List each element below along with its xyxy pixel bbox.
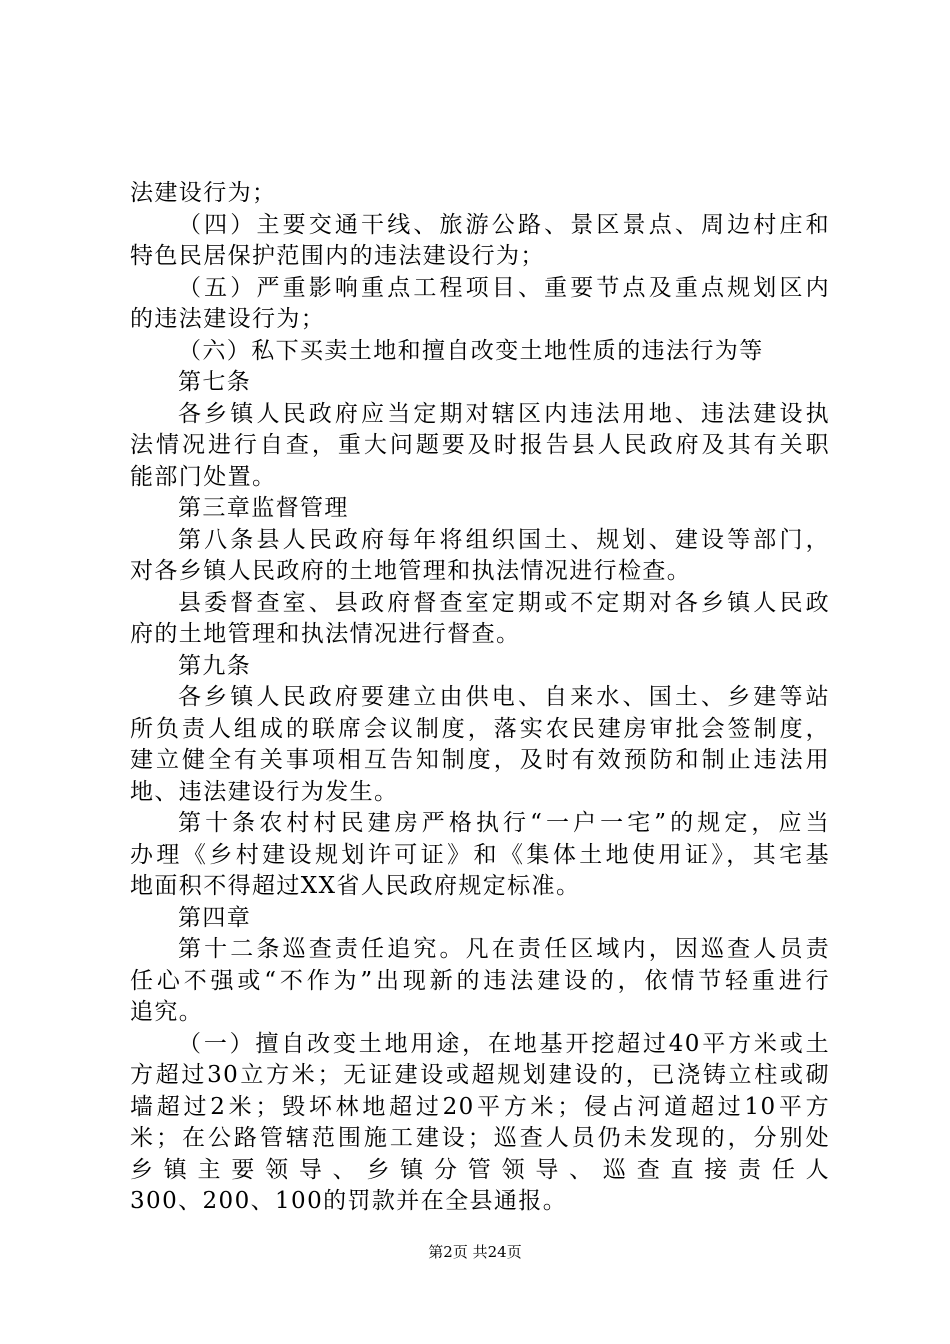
text-line: 第三章监督管理 xyxy=(178,495,349,521)
text-line: 乡镇主要领导、乡镇分管领导、巡查直接责任人 xyxy=(130,1156,830,1183)
text-line: 墙超过2米；毁坏林地超过20平方米；侵占河道超过10平方 xyxy=(130,1093,830,1120)
text-line: 第七条 xyxy=(178,369,252,395)
text-line: 任心不强或“不作为”出现新的违法建设的，依情节轻重进行 xyxy=(130,967,830,994)
text-line: 各乡镇人民政府要建立由供电、自来水、国土、乡建等站 xyxy=(178,684,830,710)
text-line: 米；在公路管辖范围施工建设；巡查人员仍未发现的，分别处 xyxy=(130,1125,830,1151)
text-line: 能部门处置。 xyxy=(130,463,277,490)
text-line: （一）擅自改变土地用途，在地基开挖超过40平方米或土 xyxy=(178,1030,830,1057)
text-line: 第九条 xyxy=(178,652,252,679)
text-line: 方超过30立方米；无证建设或超规划建设的，已浇铸立柱或砌 xyxy=(130,1062,830,1088)
text-line: 办理《乡村建设规划许可证》和《集体土地使用证》，其宅基 xyxy=(130,841,830,868)
text-line: 第四章 xyxy=(178,904,252,931)
text-line: 特色民居保护范围内的违法建设行为； xyxy=(130,243,545,269)
text-line: 第八条县人民政府每年将组织国土、规划、建设等部门， xyxy=(178,526,830,553)
text-line: （四）主要交通干线、旅游公路、景区景点、周边村庄和 xyxy=(178,211,830,238)
text-line: 300、200、100的罚款并在全县通报。 xyxy=(130,1188,568,1214)
text-line: 所负责人组成的联席会议制度，落实农民建房审批会签制度， xyxy=(130,715,830,742)
text-line: 各乡镇人民政府应当定期对辖区内违法用地、违法建设执 xyxy=(178,400,830,427)
text-line: 对各乡镇人民政府的土地管理和执法情况进行检查。 xyxy=(130,558,692,584)
text-line: 第十条农村村民建房严格执行“一户一宅”的规定，应当 xyxy=(178,810,830,836)
text-line: 建立健全有关事项相互告知制度，及时有效预防和制止违法用 xyxy=(130,747,830,773)
text-line: （五）严重影响重点工程项目、重要节点及重点规划区内 xyxy=(178,274,830,301)
text-line: 追究。 xyxy=(130,999,204,1025)
text-line: 地面积不得超过XX省人民政府规定标准。 xyxy=(130,873,581,899)
text-line: （六）私下买卖土地和擅自改变土地性质的违法行为等 xyxy=(178,337,764,364)
text-line: 府的土地管理和执法情况进行督查。 xyxy=(130,621,521,647)
page-footer: 第2页 共24页 xyxy=(428,1243,522,1261)
text-line: 地、违法建设行为发生。 xyxy=(130,778,399,805)
text-line: 县委督查室、县政府督查室定期或不定期对各乡镇人民政 xyxy=(178,589,830,616)
text-line: 的违法建设行为； xyxy=(130,306,326,332)
document-body xyxy=(130,178,830,1218)
text-line: 第十二条巡查责任追究。凡在责任区域内，因巡查人员责 xyxy=(178,936,830,962)
text-line: 法建设行为； xyxy=(130,180,277,206)
text-line: 法情况进行自查，重大问题要及时报告县人民政府及其有关职 xyxy=(130,432,830,458)
